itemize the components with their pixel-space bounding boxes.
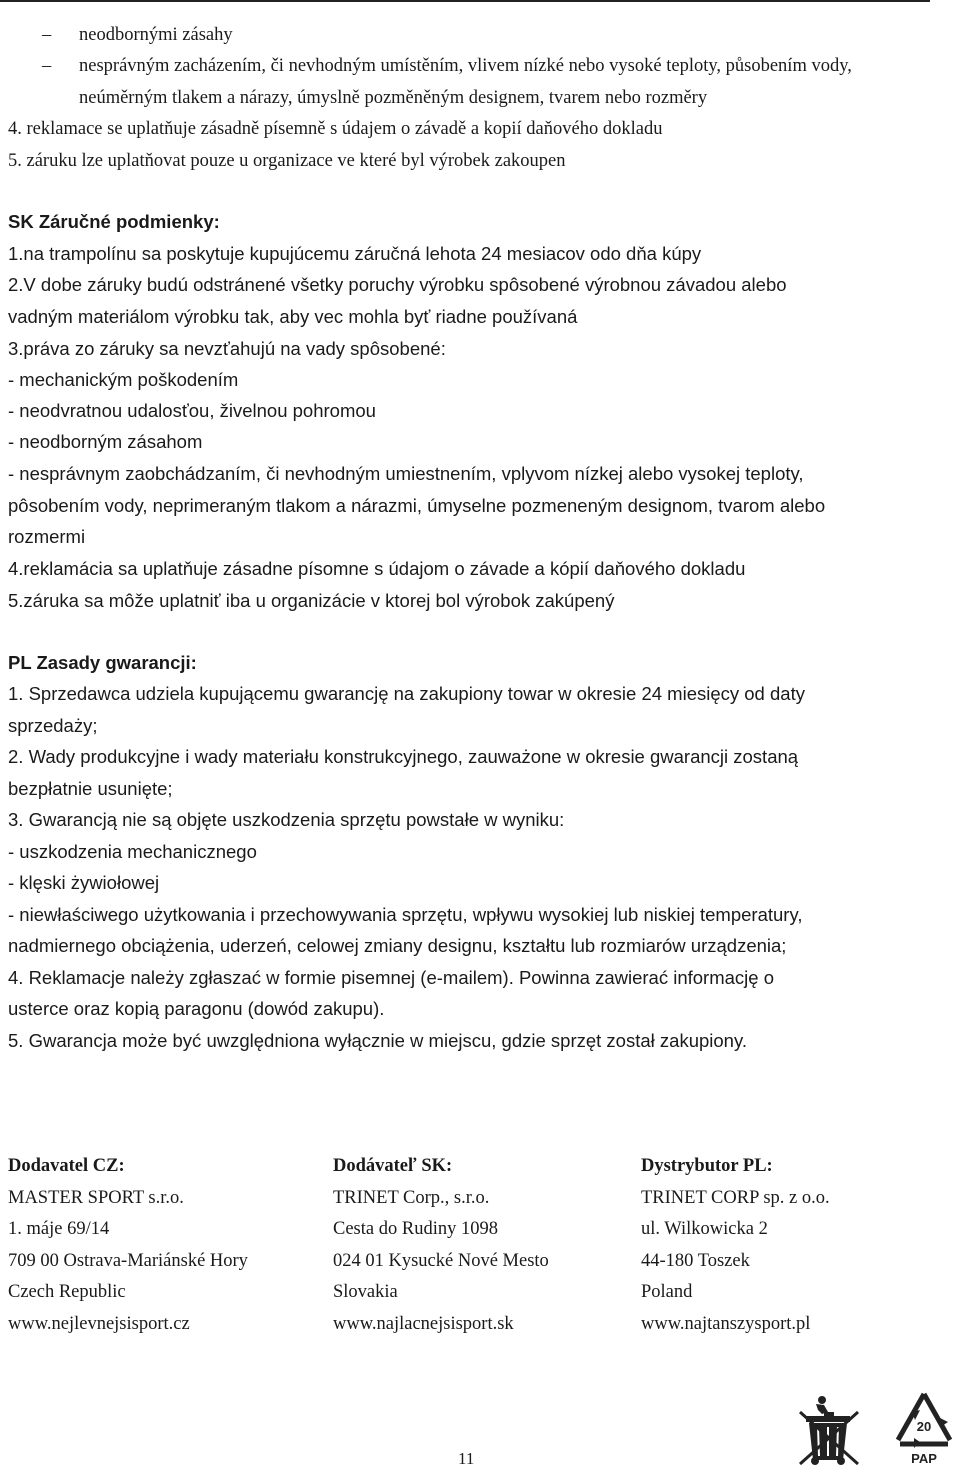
supplier-sk-web: www.najlacnejsisport.sk <box>333 1313 514 1334</box>
sk-heading: SK Záručné podmienky: <box>8 211 220 232</box>
supplier-cz <box>8 1157 248 1346</box>
sk-line: - nesprávnym zaobchádzaním, či nevhodným umiestnením, vplyvom nízkej alebo vysokej teploty, <box>8 463 804 484</box>
supplier-pl <box>641 1157 830 1346</box>
sk-line: 4.reklamácia sa uplatňuje zásadne písomne s údajom o závade a kópií daňového dokladu <box>8 558 746 579</box>
pl-line: 3. Gwarancją nie są objęte uszkodzenia sprzętu powstałe w wyniku: <box>8 809 565 830</box>
supplier-pl-country: Poland <box>641 1282 693 1302</box>
cz-item-nespravnym-cont: neúměrným tlakem a nárazy, úmyslně pozměněným designem, tvarem nebo rozměry <box>79 88 708 108</box>
supplier-pl-web: www.najtanszysport.pl <box>641 1313 811 1334</box>
pl-line: - niewłaściwego użytkowania i przechowywania sprzętu, wpływu wysokiej lub niskiej temperatury, <box>8 904 803 925</box>
supplier-cz-title: Dodavatel CZ: <box>8 1156 125 1176</box>
supplier-pl-city: 44-180 Toszek <box>641 1250 750 1271</box>
pl-line: nadmiernego obciążenia, uderzeń, celowej zmiany designu, kształtu lub rozmiarów urządzenia; <box>8 935 787 956</box>
top-rule <box>0 0 930 2</box>
supplier-sk <box>333 1157 549 1346</box>
supplier-pl-street: ul. Wilkowicka 2 <box>641 1219 768 1239</box>
pl-heading: PL Zasady gwarancji: <box>8 652 197 673</box>
supplier-cz-city: 709 00 Ostrava-Mariánské Hory <box>8 1250 248 1271</box>
supplier-cz-street: 1. máje 69/14 <box>8 1219 110 1239</box>
sk-line: pôsobením vody, neprimeraným tlakom a nárazmi, úmyselne pozmeneným designom, tvarom alebo <box>8 495 826 516</box>
sk-line: - neodborným zásahom <box>8 431 203 452</box>
supplier-cz-company: MASTER SPORT s.r.o. <box>8 1187 184 1208</box>
sk-line: vadným materiálom výrobku tak, aby vec mohla byť riadne používaná <box>8 306 578 327</box>
supplier-pl-title: Dystrybutor PL: <box>641 1156 773 1176</box>
pl-line: 4. Reklamacje należy zgłaszać w formie pisemnej (e-mailem). Powinna zawierać informację o <box>8 967 774 988</box>
pl-line: - klęski żywiołowej <box>8 872 160 893</box>
pl-line: sprzedaży; <box>8 715 98 736</box>
pl-line: 5. Gwarancja może być uwzględniona wyłącznie w miejscu, gdzie sprzęt został zakupiony. <box>8 1030 747 1051</box>
supplier-sk-title: Dodávateľ SK: <box>333 1156 453 1176</box>
page-number: 11 <box>458 1449 475 1468</box>
pl-line: 1. Sprzedawca udziela kupującemu gwarancję na zakupiony towar w okresie 24 miesięcy od daty <box>8 683 805 704</box>
crossed-out-wheelie-bin-icon <box>794 1392 864 1466</box>
supplier-cz-web: www.nejlevnejsisport.cz <box>8 1313 190 1334</box>
recycle-label: PAP <box>911 1451 937 1466</box>
pl-line: usterce oraz kopią paragonu (dowód zakupu). <box>8 998 385 1019</box>
pl-line: 2. Wady produkcyjne i wady materiału konstrukcyjnego, zauważone w okresie gwarancji zostaną <box>8 746 799 767</box>
cz-dash: – <box>42 25 52 45</box>
cz-point-5: 5. záruku lze uplatňovat pouze u organizace ve které byl výrobek zakoupen <box>8 151 566 171</box>
supplier-sk-company: TRINET Corp., s.r.o. <box>333 1187 490 1208</box>
pl-line: bezpłatnie usunięte; <box>8 778 173 799</box>
sk-line: 1.na trampolínu sa poskytuje kupujúcemu záručná lehota 24 mesiacov odo dňa kúpy <box>8 243 702 264</box>
cz-item-neodbornymi: neodbornými zásahy <box>79 25 233 45</box>
sk-line: - mechanickým poškodením <box>8 369 239 390</box>
cz-dash: – <box>42 56 52 76</box>
recycle-code: 20 <box>916 1419 932 1434</box>
recycling-20-pap-icon <box>890 1390 958 1466</box>
supplier-pl-company: TRINET CORP sp. z o.o. <box>641 1187 830 1208</box>
supplier-sk-city: 024 01 Kysucké Nové Mesto <box>333 1250 549 1271</box>
supplier-sk-country: Slovakia <box>333 1282 398 1302</box>
pl-line: - uszkodzenia mechanicznego <box>8 841 257 862</box>
sk-line: - neodvratnou udalosťou, živelnou pohromou <box>8 400 376 421</box>
supplier-sk-street: Cesta do Rudiny 1098 <box>333 1219 498 1239</box>
cz-point-4: 4. reklamace se uplatňuje zásadně písemně s údajem o závadě a kopií daňového dokladu <box>8 119 663 139</box>
sk-line: 3.práva zo záruky sa nevzťahujú na vady spôsobené: <box>8 338 446 359</box>
sk-line: 2.V dobe záruky budú odstránené všetky poruchy výrobku spôsobené výrobnou závadou alebo <box>8 274 787 295</box>
supplier-cz-country: Czech Republic <box>8 1282 126 1302</box>
sk-line: 5.záruka sa môže uplatniť iba u organizácie v ktorej bol výrobok zakúpený <box>8 590 615 611</box>
cz-item-nespravnym: nesprávným zacházením, či nevhodným umístěním, vlivem nízké nebo vysoké teploty, působením vody, <box>79 56 852 76</box>
sk-line: rozmermi <box>8 526 86 547</box>
